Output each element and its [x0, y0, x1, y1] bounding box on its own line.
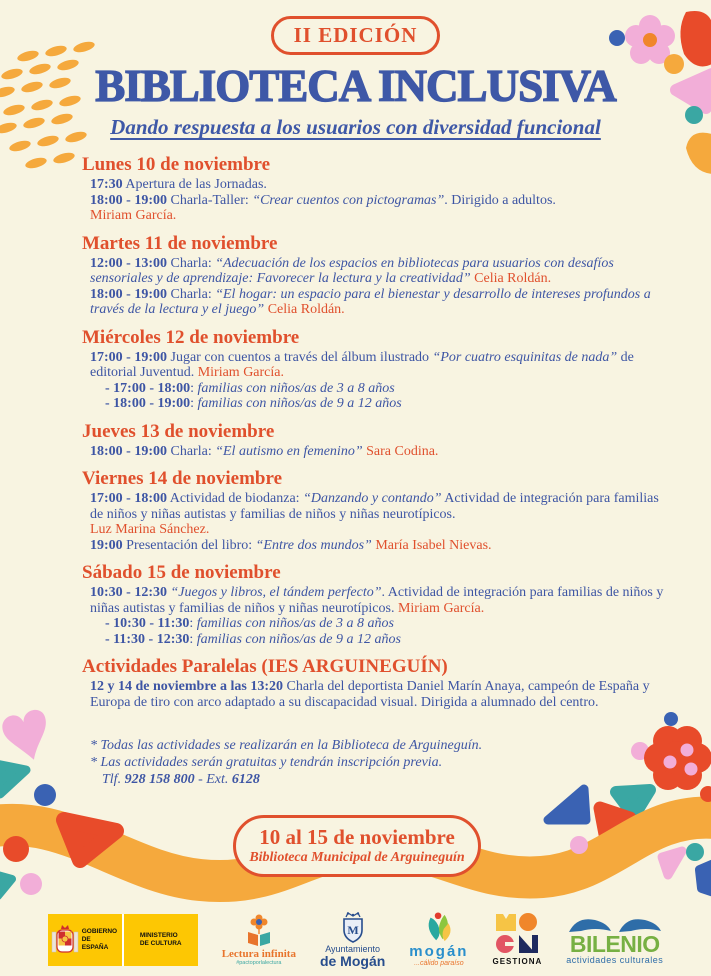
schedule-line [82, 737, 665, 754]
text-segment: : [189, 631, 197, 647]
text-segment: - Ext. [194, 772, 232, 788]
logo-gobierno-espana [48, 914, 198, 966]
lectura-title: Lectura infinita [221, 947, 296, 960]
schedule-line [82, 177, 665, 193]
text-segment: 18:00 - 19:00 [90, 286, 167, 302]
text-segment: Charla del deportista Daniel Marín Anaya, campeón de España y Europa de tiro con arco adaptado a su discapacidad visual. Dirigida a alumnado del centro. [90, 679, 650, 710]
day-section [82, 421, 665, 460]
schedule-line [82, 350, 665, 381]
gestiona-shapes-icon [495, 913, 539, 955]
text-segment: “Por cuatro esquinitas de nada” [432, 349, 618, 365]
schedule-line [82, 256, 665, 287]
day-header: Sábado 15 de noviembre [82, 562, 281, 584]
text-segment: : [189, 616, 197, 632]
teal-dot-bottom-right-icon [686, 843, 704, 861]
text-segment: Tlf. [102, 772, 125, 788]
day-section [82, 327, 665, 412]
text-segment: Charla: [167, 286, 216, 302]
gobierno-line4: DE CULTURA [139, 940, 182, 947]
schedule-line [82, 754, 665, 771]
logo-bilenio [566, 915, 663, 966]
day-section [82, 656, 665, 710]
page-subtitle: Dando respuesta a los usuarios con diversidad funcional [110, 115, 601, 140]
text-segment: . Dirigido a adultos. [444, 192, 556, 208]
schedule-line [82, 208, 665, 224]
text-segment: “Juegos y libros, el tándem perfecto” [170, 585, 382, 601]
pink-dot-bottom-left-icon [20, 873, 42, 895]
gobierno-left [48, 914, 122, 966]
text-segment: familias con niños/as de 3 a 8 años [197, 380, 395, 396]
text-segment: 17:00 - 19:00 [90, 349, 167, 365]
logo-mogan-turismo [409, 912, 468, 968]
text-segment: 18:00 - 19:00 [90, 192, 167, 208]
bilenio-waves-icon [567, 915, 663, 933]
text-segment: Celia Roldán. [470, 271, 552, 287]
schedule-line [82, 771, 665, 788]
text-segment: Apertura de las Jornadas. [122, 177, 267, 193]
text-segment: familias con niños/as de 9 a 12 años [197, 396, 402, 412]
blue-corner-bottom-right-icon [700, 864, 711, 892]
text-segment: Charla: [167, 255, 216, 271]
text-segment: de editorial Juventud. [90, 349, 634, 381]
schedule-line [82, 381, 665, 397]
schedule-line [82, 538, 665, 554]
text-segment: “Danzando y contando” [303, 491, 442, 507]
text-segment: 10:30 - 12:30 [90, 585, 167, 601]
gestiona-label: GESTIONA [492, 957, 543, 966]
text-segment: - 11:30 - 12:30 [105, 631, 190, 647]
gobierno-label [82, 928, 118, 952]
pink-triangle-bottom-right-icon [662, 851, 682, 875]
footer-badge [233, 815, 481, 877]
schedule-line [82, 585, 665, 616]
ayuntamiento-line2: de Mogán [319, 953, 386, 969]
text-segment: Miriam García. [197, 365, 284, 381]
text-segment: Sara Codina. [362, 443, 439, 459]
mogan-shield-icon [340, 912, 366, 944]
text-segment: 18:00 - 19:00 [90, 443, 167, 459]
day-header: Miércoles 12 de noviembre [82, 326, 300, 348]
bilenio-title: BILENIO [569, 930, 660, 957]
text-segment: 928 158 800 [124, 772, 195, 788]
text-segment: María Isabel Nievas. [371, 537, 492, 553]
gobierno-line1: GOBIERNO [81, 928, 118, 935]
book-flower-icon [244, 914, 274, 948]
footer-badge-location: Biblioteca Municipal de Arguineguín [249, 850, 465, 865]
schedule-line [82, 287, 665, 318]
text-segment: “Crear cuentos con pictogramas” [252, 192, 445, 208]
edition-badge: II EDICIÓN [271, 16, 441, 55]
schedule-line [82, 522, 665, 538]
teal-corner-bottom-left-icon [0, 874, 12, 896]
text-segment: * Las actividades serán gratuitas y tendrán inscripción previa. [90, 755, 443, 771]
day-section [82, 233, 665, 318]
logos-row [0, 908, 711, 972]
text-segment: . Actividad de integración para familias de niños y niñas autistas y familias de niños y niñas neurotípicos. [90, 585, 664, 616]
gobierno-line2: DE ESPAÑA [81, 936, 109, 951]
day-section [82, 468, 665, 553]
text-segment: familias con niños/as de 9 a 12 años [196, 631, 401, 647]
text-segment: 6128 [231, 772, 260, 788]
day-section [82, 562, 665, 647]
mogan-leaf-icon [423, 912, 455, 944]
text-segment: Presentación del libro: [122, 537, 256, 553]
text-segment: “Adecuación de los espacios en bibliotecas para usuarios con desafíos sensoriales y de aprendizaje: Favorecer la lectura y la creatividad” [90, 255, 614, 287]
text-segment: “El autismo en femenino” [215, 443, 363, 459]
mogan-tag: ...cálido paraíso [414, 960, 464, 967]
text-segment: - 10:30 - 11:30 [105, 616, 190, 632]
text-segment: Actividad de biodanza: [167, 491, 304, 507]
day-header: Viernes 14 de noviembre [82, 468, 283, 490]
day-header: Martes 11 de noviembre [82, 232, 278, 254]
schedule [0, 140, 711, 710]
logo-ayuntamiento-mogan [320, 912, 385, 968]
text-segment: Actividad de integración para familias de niños y niñas autistas y familias de niños y niñas neurotípicos. [90, 491, 659, 522]
day-header: Jueves 13 de noviembre [82, 420, 275, 442]
text-segment: 17:00 - 18:00 [90, 491, 167, 507]
bilenio-tag: actividades culturales [566, 954, 664, 965]
schedule-line [82, 632, 665, 648]
day-section [82, 154, 665, 224]
text-segment: Charla: [167, 443, 216, 459]
text-segment: Miriam García. [397, 600, 485, 616]
schedule-line [82, 193, 665, 209]
text-segment: : [190, 396, 198, 412]
red-dot-bottom-left-icon [3, 836, 29, 862]
logo-mogan-gestiona [492, 913, 542, 967]
spain-coat-of-arms-icon [52, 922, 78, 958]
text-segment: Jugar con cuentos a través del álbum ilustrado [167, 349, 433, 365]
schedule-line [82, 444, 665, 460]
gobierno-line3: MINISTERIO [139, 932, 178, 939]
footer-badge-dates: 10 al 15 de noviembre [259, 825, 455, 849]
text-segment: - 17:00 - 18:00 [105, 380, 191, 396]
text-segment: Celia Roldán. [264, 302, 345, 318]
schedule-line [82, 616, 665, 632]
day-header: Actividades Paralelas (IES ARGUINEGUÍN) [82, 656, 448, 678]
pink-dot-bottom-right-icon [570, 836, 588, 854]
schedule-line [82, 396, 665, 412]
text-segment: 12 y 14 de noviembre a las 13:20 [90, 679, 284, 695]
text-segment: : [190, 380, 198, 396]
ministerio-label [140, 932, 182, 948]
schedule-line [82, 491, 665, 522]
text-segment: “Entre dos mundos” [255, 537, 372, 553]
text-segment: 17:30 [90, 177, 123, 193]
text-segment: Charla-Taller: [167, 192, 253, 208]
text-segment: “El hogar: un espacio para el bienestar y desarrollo de intereses profundos a través de la lectura y el juego” [90, 286, 651, 318]
text-segment: familias con niños/as de 3 a 8 años [196, 616, 394, 632]
schedule-line [82, 679, 665, 710]
page-title: BIBLIOTECA INCLUSIVA [95, 61, 616, 111]
logo-lectura-infinita [222, 914, 296, 967]
text-segment: 12:00 - 13:00 [90, 255, 167, 271]
text-segment: - 18:00 - 19:00 [105, 396, 191, 412]
gobierno-right [122, 914, 198, 966]
text-segment: Miriam García. [90, 208, 177, 224]
mogan-title: mogán [409, 943, 469, 960]
lectura-tag: #pactoporlalectura [236, 959, 282, 966]
svg-text:M: M [346, 923, 359, 937]
text-segment: 19:00 [90, 537, 123, 553]
notes [0, 723, 711, 788]
day-header: Lunes 10 de noviembre [82, 154, 271, 176]
ayuntamiento-line1: Ayuntamiento [325, 944, 381, 954]
poster-content [0, 16, 711, 788]
text-segment: Luz Marina Sánchez. [90, 522, 210, 538]
blue-triangle-bottom-right-icon [548, 789, 586, 820]
text-segment: * Todas las actividades se realizarán en la Biblioteca de Arguineguín. [90, 738, 483, 754]
